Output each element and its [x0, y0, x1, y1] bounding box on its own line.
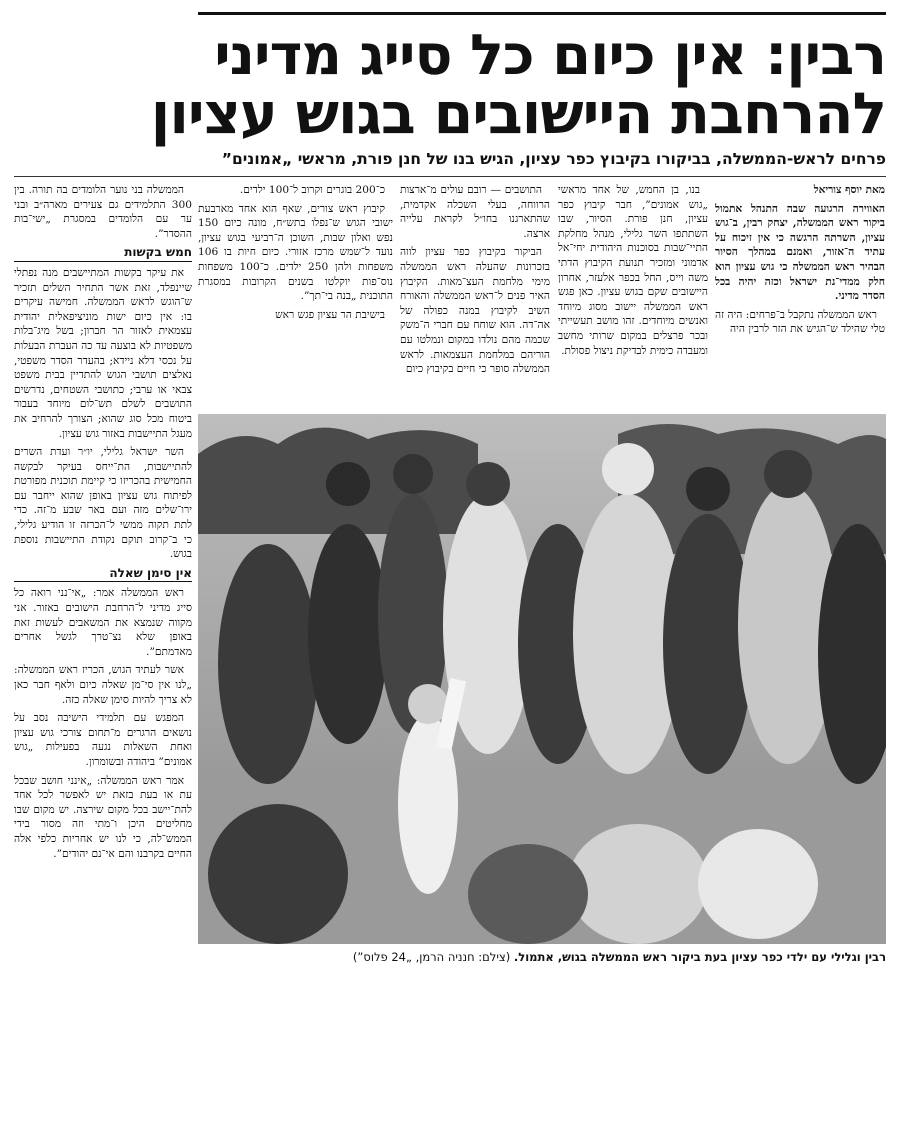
paragraph: קיבוץ ראש צורים, שאף הוא אחד מארבעת ישובי הגוש ש־נפלו בתש״ח, מונה כיום 150 נפש ואלון שבות, השוכן ה־רביעי בגוש עציון, נועד ל־שמש מרכז אזורי. כיום חיות בו 106 משפחות ולהן 250 ילדים. כ־100 משפחות נוס־פות יוקלטו בשנים הקרובות במסגרת התוכנית „בנה בי־תך”. [198, 202, 393, 303]
paragraph: אמר ראש הממשלה: „אינני חושב שבכל עת או בעת בזאת יש לאפשר לכל אחד להת־יישב בכל מקום שירצה. יש מקום שבו מחליטים היכן ו־מתי וזה מסור בידי הממש־לה, כי לנו יש אחריות כלפי אלה החיים בקרבנו והם אי־נם יהודים”. [14, 774, 192, 860]
paragraph: השר ישראל גלילי, יו״ר ועדת השרים להתיישבות, הת־ייחס בעיקר לבקשה החמישית בהכריזו כי קיימת תוכנית מפורטת לפיתוח גוש עציון באופן שהוא ייחבר עם ירו־שלים מזה ועם באר שבע מ־זה. כדי לתת תקוה ממשי ל־הכרזה זו הודיע גלילי, כי ב־קרוב תוקם נקודת התיישבות נוספת בגוש. [14, 446, 192, 561]
byline: מאת יוסף צוריאל [813, 184, 885, 196]
paragraph: המפגש עם תלמידי הישיבה נסב על נושאים הרגרים מ־תחום צורכי גוש עציון ואחת השאלות נגעה בפעילות „גוש אמונים” ביהודה ובשומרון. [14, 712, 192, 768]
caption-credit: (צילם: חנניה הרמן, „24 פלוס”) [352, 950, 511, 964]
paragraph: ראש הממשלה אמר: „אי־נני רואה כל סייג מדיני ל־הרחבת הישובים באזור. אני מקווה שנמצא את המשאבים לעשות זאת באופן שלא נצ־טרך לגשל אחרים מאדמתם”. [14, 587, 192, 658]
subheadline: פרחים לראש-הממשלה, בביקורו בקיבוץ כפר עציון, הגיש בנו של חנן פורת, מראשי „אמונים” [221, 150, 886, 168]
article-column-2 [558, 183, 708, 413]
article-column-3 [400, 183, 550, 398]
caption-text: רבין וגלילי עם ילדי כפר עציון בעת ביקור ראש הממשלה בגוש, אתמול. [513, 950, 886, 964]
article-column-4 [198, 183, 393, 398]
news-photo [198, 414, 886, 944]
paragraph: התושבים — רובם עולים מ־ארצות הרווחה, בעלי השכלה אקדמית, שהתארגנו בחו״ל לקראת עלייה ארצה. [400, 184, 550, 240]
section-heading: חמש בקשות [14, 245, 192, 262]
article-column-1 [715, 183, 885, 413]
paragraph: אשר לעתיד הגוש, הכריז ראש הממשלה: „לנו אין סי־מן שאלה כיום ולאף חבר כאן לא צריך להיות סימן שאלה כזה. [14, 664, 192, 706]
photo-illustration [198, 414, 886, 944]
section-heading: אין סימן שאלה [14, 566, 192, 583]
paragraph: הממשלה בני נוער הלומדים בה תורה. בין 300 התלמידים גם צעירים מארה״ב ובני ער עם הלומדים במסגרת „ישי־בות ההסדר”. [14, 184, 192, 240]
paragraph: בנו, בן החמש, של אחד מראשי „גוש אמונים”, חבר קיבוץ כפר עציון, חנן פורת. הסיור, שבו השתתפו השר גלילי, מנהל מחלקת התיי־שבות בסוכנות היהודית יחי־אל אדמוני ומזכיר תנועת הקיבוץ הדתי משה וייס, החל בכפר אלעזר, אחרון היישובים שקם בגוש עציון. כאן פגש ראש הממשלה יישוב מסוג מיוחד ואנשים מיוחדים. זהו מושב תעשייתי ובכר פרצלים במקום שרותי מחשב ומעבדה כימית לבדיקת ניצול פסולת. [558, 184, 708, 357]
lead-paragraph: האווירה הרגועה שבה התנהל אתמול ביקור ראש הממשלה, יצחק רבין, ב־גוש עציון, השרתה הרגשה כי אין זיכוח על עתיד ה־אזור, ואמנם במהלך הסיור הבהיר ראש הממשלה כי גוש עציון הוא חלק ממדי־נת ישראל וכזה יהיה בכל הסדר מדיני. [715, 202, 885, 303]
paragraph: בישיבת הר עציון פגש ראש [275, 308, 385, 321]
photo-caption [198, 950, 886, 964]
paragraph: הביקור בקיבוץ כפר עציון לווה בזכרונות שהעלה ראש הממשלה מימי מלחמת העצ־מאות. הקיבוץ האיר פנים ל־ראש הממשלה והאורח השיב לקיבוץ במנה כפולה של אה־דה. הוא שוחח עם חברי ה־משק שכמה מהם נולדו במקום ונמלטו עם הוריהם במלחמת העצמאות. לראש הממשלה סופר כי חיים בקיבוץ כיום [400, 246, 550, 376]
headline [20, 23, 886, 147]
headline-line-1: רבין: אין כיום כל סייג מדיני [214, 23, 886, 88]
paragraph: כ־200 בוגרים וקרוב ל־100 ילדים. [239, 184, 385, 196]
top-rule [198, 12, 886, 15]
separator [14, 176, 886, 177]
paragraph: את עיקר בקשות המתיישבים מנה נפתלי שיינפלד, זאת אשר התחיר השלים תזכיר ש־הוגש לראש הממשלה. חמישה עיקרים בו: אין כיום ישות מוניציפאלית יהודית עצמאית לאזור הר חברון; בשל מיג־בלות משפטיות לא בוצעה עד כה העברת הבעלות על נכסי דלא ניידא; בהעדר הסדר משפטי, נאלצים תושבי הגוש להתדיין בבית משפט צבאי או ערבי; כתושבי השטחים, נדרשים התושבים לשלם תש־לום מיוחד בעבור ביטוח מכל סוג שהוא; הצורך להרחיב את מעגל התיישבות באזור גוש עציון. [14, 266, 192, 440]
headline-line-2: להרחבת היישובים בגוש עציון [150, 81, 886, 147]
paragraph: ראש הממשלה נתקבל ב־פרחים: היה זה טלי שהילד ש־הגיש את הזר לרבין היה [715, 308, 885, 336]
article-column-left [14, 183, 192, 1108]
